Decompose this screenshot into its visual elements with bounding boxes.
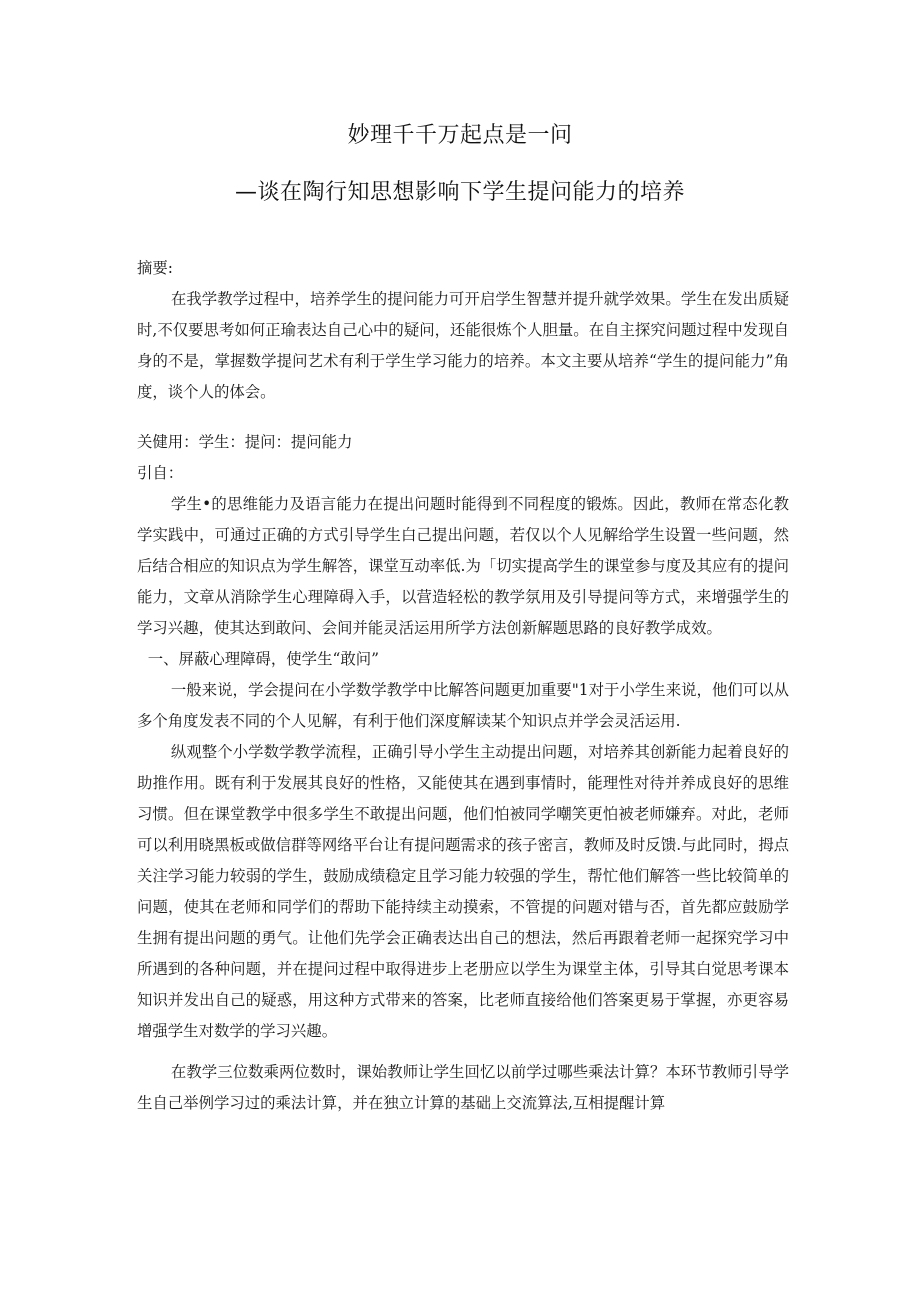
document-subtitle: —谈在陶行知思想影响下学生提问能力的培养 [234,180,685,205]
intro-text: 学生•的思维能力及语言能力在提出问题时能得到不同程度的锻炼。因此，教师在常态化教学实践中，可通过正确的方式引导学生白己提出问题，若仅以个人见解给学生设置一些问题，然后结合相应的知识点为学生解答，课堂互动率低.为「切实提高学生的课堂参与度及其应有的提问能力，文章从消除学生心理障碍入手，以营造轻松的教学氛用及引导提问等方式，来增强学生的学习兴趣，使其达到敢问、会间并能灵活运用所学方法创新解题思路的良好教学成效。 [137,495,789,637]
section-paragraph-3: 在教学三位数乘两位数时，课始教师让学生回忆以前学过哪些乘法计算？本环节教师引导学生自己举例学习过的乘法计算，并在独立计算的基础上交流算法,互相提醒计算 [137,1063,789,1112]
abstract-text: 在我学教学过程中，培养学生的提问能力可开启学生智慧并提升就学效果。学生在发出质疑时,不仅要思考如何正瑜表达自己心中的疑问，还能很炼个人胆量。在自主探究问题过程中发现自身的不是，掌握数学提问艺术有利于学生学习能力的培养。本文主要从培养“学生的提问能力”角度，谈个人的体会。 [137,290,789,401]
document-body [137,253,789,1119]
section-paragraph-2: 纵观整个小学数学教学流程，正确引导小学生主动提出问题，对培养其创新能力起着良好的助推作用。既有利于发展其良好的性格，又能使其在遇到事情时，能理性对待并养成良好的思维习惯。但在课堂教学中很多学生不敢提出问题，他们怕被同学嘲笑更怕被老师嫌弃。对此，老师可以利用晓黑板或做信群等网络平台让有提问题需求的孩子密言，教师及时反馈.与此同时，拇点关注学习能力较弱的学生，鼓励成绩稳定且学习能力较强的学生，帮忙他们解答一些比较简单的问题，使其在老师和同学们的帮助下能持续主动摸索，不管提的问题对错与否，首先都应鼓励学生拥有提出问题的勇气。让他们先学会正确表达出自己的想法，然后再跟着老师一起探究学习中所遇到的各种问题，并在提问过程中取得进步上老册应以学生为课堂主体，引导其白觉思考课本知识并发出自己的疑惑，用这种方式带来的答案，比老师直接给他们答案更易于掌握，亦更容易增强学生对数学的学习兴趣。 [137,743,789,1040]
section-heading: 一、屏蔽心理障碍，使学生“敢问” [147,650,379,668]
document-title: 妙理千千万起点是一问 [347,123,573,148]
section-paragraph-1: 一般来说，学会提问在小学数学教学中比解答问题更加重要"1对于小学生来说，他们可以从多个角度发表不同的个人见解，有利于他们深度解读某个知识点并学会灵活运用. [137,681,789,730]
intro-label: 引自： [137,464,184,482]
keywords: 关健用：学生：提问：提问能力 [137,433,353,451]
abstract-label: 摘要: [137,259,173,277]
